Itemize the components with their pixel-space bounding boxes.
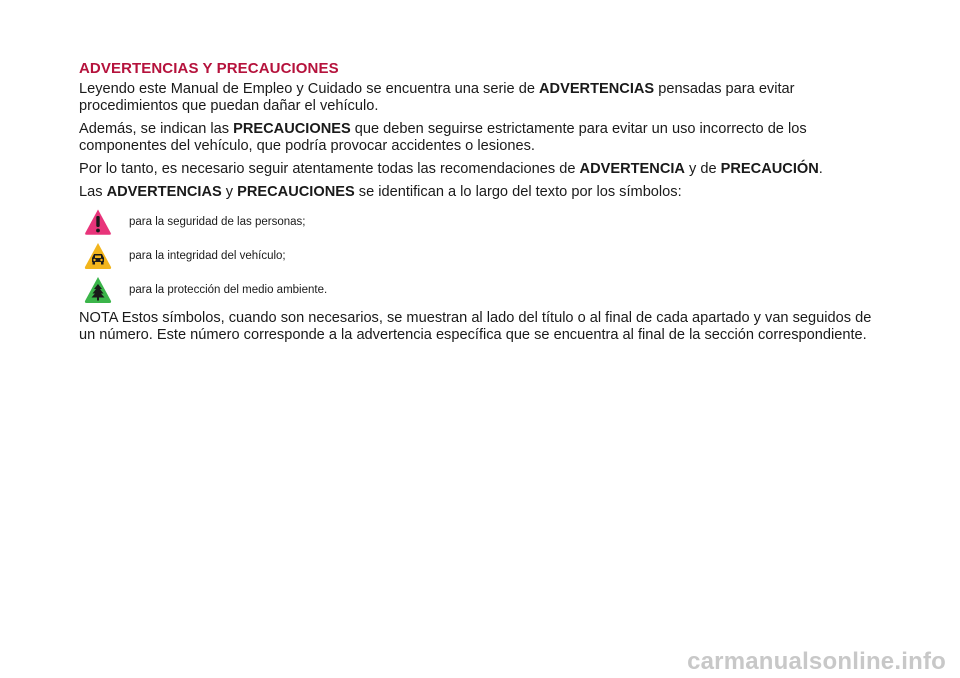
watermark: carmanualsonline.info (687, 648, 946, 675)
para3-bold1: ADVERTENCIA (579, 161, 685, 177)
para4-end: se identifican a lo largo del texto por los símbolos: (354, 184, 682, 200)
symbol-row-people (79, 207, 879, 237)
car-warning-icon (83, 241, 113, 271)
intro-paragraph (79, 81, 879, 115)
symbols-intro-paragraph (79, 184, 879, 201)
symbol-text-vehicle: para la integridad del vehículo; (129, 250, 286, 262)
document-page (79, 60, 879, 350)
symbol-row-environment (79, 275, 879, 305)
section-title: ADVERTENCIAS Y PRECAUCIONES (79, 60, 339, 77)
symbol-text-environment: para la protección del medio ambiente. (129, 284, 328, 296)
para4-text: Las (79, 184, 107, 200)
symbol-row-vehicle (79, 241, 879, 271)
symbol-list (79, 207, 879, 305)
para3-end: . (818, 161, 823, 177)
tree-warning-icon (83, 275, 113, 305)
para4-mid: y (221, 184, 238, 200)
para1-text: Leyendo este Manual de Empleo y Cuidado se encuentra una serie de (79, 81, 540, 97)
para3-text: Por lo tanto, es necesario seguir atentamente todas las recomendaciones de (79, 161, 580, 177)
para2-text-end: que deben seguirse estrictamente para evitar un uso incorrecto de los componentes del vehículo, que podría provocar accidentes o lesiones. (79, 121, 807, 154)
para4-bold1: ADVERTENCIAS (106, 184, 222, 200)
para2-bold: PRECAUCIONES (233, 121, 351, 137)
precautions-paragraph (79, 121, 879, 155)
symbol-text-people: para la seguridad de las personas; (129, 216, 306, 228)
note-paragraph: NOTA Estos símbolos, cuando son necesarios, se muestran al lado del título o al final de cada apartado y van seguidos de un número. Este número corresponde a la advertencia específica que se encuentra al final de la sección correspondiente. (79, 310, 872, 343)
para3-mid: y de (684, 161, 721, 177)
exclamation-warning-icon (83, 207, 113, 237)
para1-bold: ADVERTENCIAS (539, 81, 655, 97)
para4-bold2: PRECAUCIONES (237, 184, 355, 200)
para3-bold2: PRECAUCIÓN (720, 161, 819, 177)
recommendation-paragraph (79, 161, 879, 178)
para1-text-end: pensadas para evitar procedimientos que puedan dañar el vehículo. (79, 81, 795, 114)
para2-text: Además, se indican las (79, 121, 234, 137)
